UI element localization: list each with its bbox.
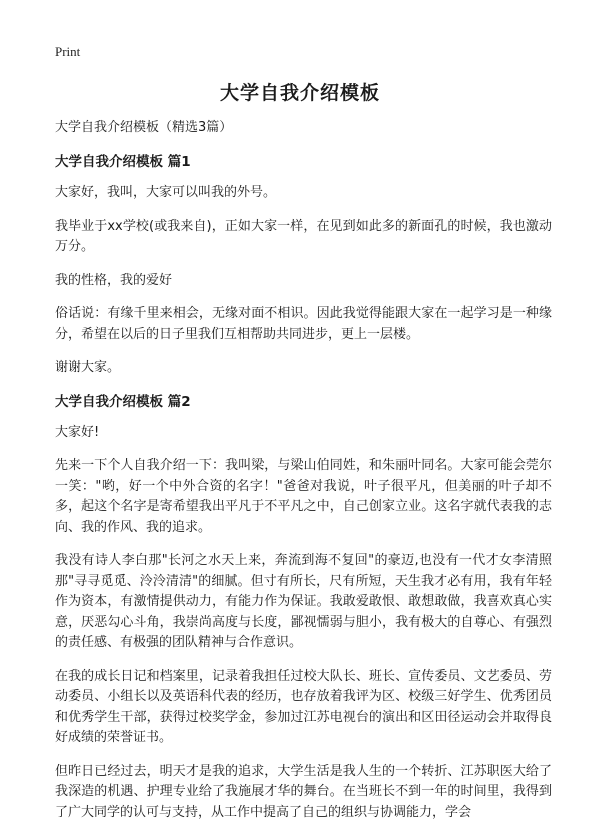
section-heading: 大学自我介绍模板 篇2 — [55, 393, 191, 410]
paragraph: 先来一下个人自我介绍一下：我叫梁，与梁山伯同姓，和朱丽叶同名。大家可能会莞尔一笑："哟，好一个中外合资的名字！"爸爸对我说，叶子很平凡，但美丽的叶子却不多，起这个名字是寄希望我出平凡于不平凡之中，自己创家立业。这名字就代表我的志向、我的作风、我的追求。 — [55, 458, 552, 535]
document-subtitle: 大学自我介绍模板（精选3篇） — [55, 120, 233, 135]
document-body — [55, 118, 552, 836]
section-heading: 大学自我介绍模板 篇1 — [55, 154, 191, 170]
print-link[interactable]: Print — [55, 44, 81, 59]
paragraph: 大家好! — [55, 424, 100, 440]
paragraph: 谢谢大家。 — [55, 360, 121, 375]
paragraph: 在我的成长日记和档案里，记录着我担任过校大队长、班长、宣传委员、文艺委员、劳动委员、小组长以及英语科代表的经历，也存放着我评为区、校级三好学生、优秀团员和优秀学生干部，获得过校奖学金，参加过江苏电视台的演出和区田径运动会并取得良好成绩的荣誉证书。 — [55, 668, 552, 745]
paragraph: 大家好，我叫，大家可以叫我的外号。 — [55, 185, 277, 200]
section-1 — [55, 152, 552, 379]
paragraph: 俗话说：有缘千里来相会，无缘对面不相识。因此我觉得能跟大家在一起学习是一种缘分，希望在以后的日子里我们互相帮助共同进步，更上一层楼。 — [55, 306, 552, 342]
paragraph: 我毕业于xx学校(或我来自)，正如大家一样，在见到如此多的新面孔的时候，我也激动万分。 — [55, 218, 552, 254]
paragraph: 我没有诗人李白那"长河之水天上来，奔流到海不复回"的豪迈,也没有一代才女李清照那"寻寻觅觅、泠泠清清"的细腻。但寸有所长，尺有所短，天生我才必有用，我有年轻作为资本，有激情提供动力，有能力作为保证。我敢爱敢恨、敢想敢做，我喜欢真心实意，厌恶勾心斗角，我崇尚高度与长度，鄙视懦弱与胆小，我有极大的自尊心、有强烈的责任感、有极强的团队精神与合作意识。 — [55, 553, 552, 650]
page-title: 大学自我介绍模板 — [219, 82, 380, 104]
section-2 — [55, 392, 552, 824]
paragraph: 但昨日已经过去，明天才是我的追求，大学生活是我人生的一个转折、江苏职医大给了我深造的机遇、护理专业给了我施展才华的舞台。在当班长不到一年的时间里，我得到了广大同学的认可与支持，从工作中提高了自己的组织与协调能力，学会 — [55, 763, 552, 820]
paragraph: 我的性格，我的爱好 — [55, 272, 173, 288]
